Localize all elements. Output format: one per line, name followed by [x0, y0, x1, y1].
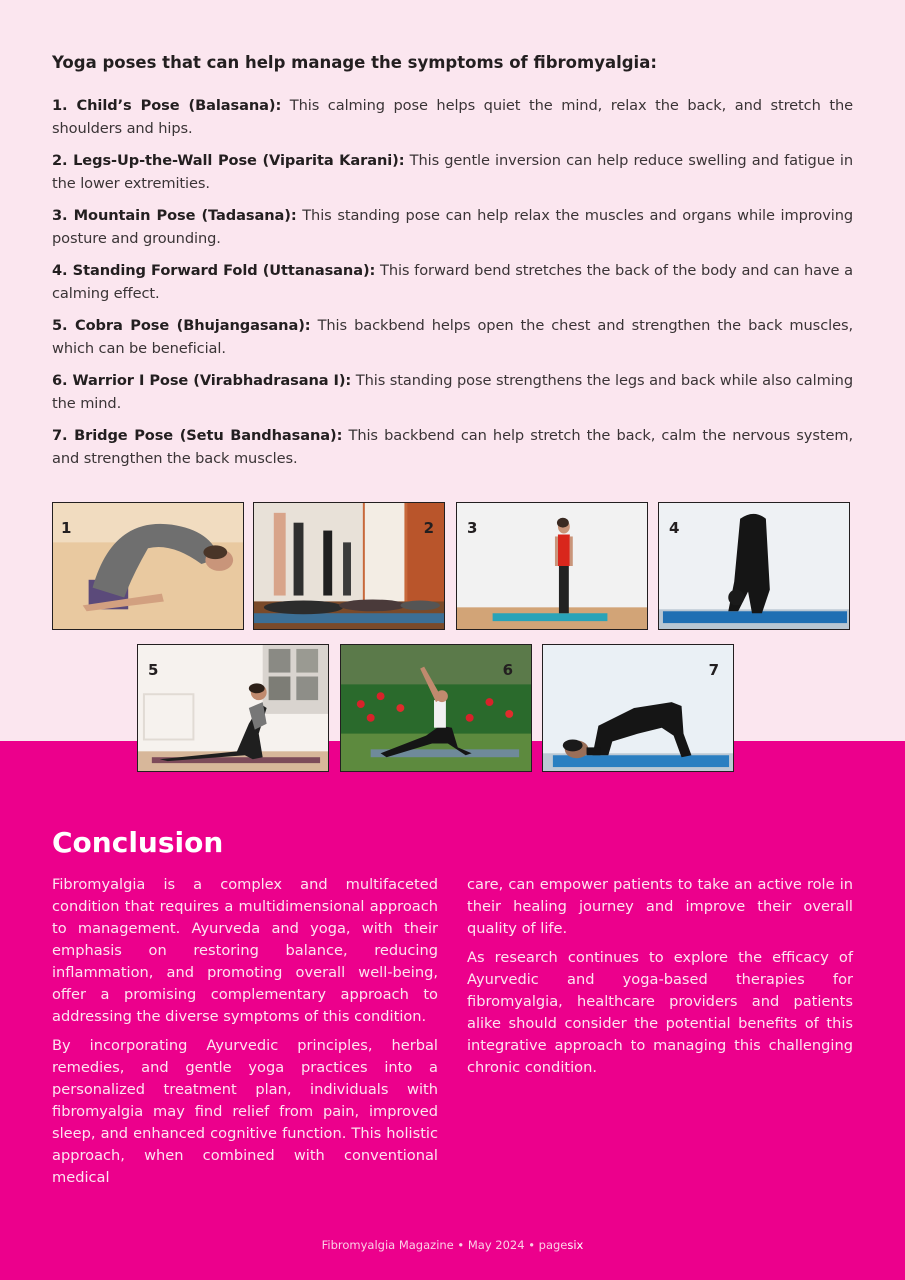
conclusion-paragraph: As research continues to explore the efficacy of Ayurvedic and yoga-based therapies for fibromyalgia, healthcare providers and patients alike should consider the potential benefits of this integrative approach to managing this challenging chronic condition. — [467, 949, 853, 1076]
pose-item-5 — [52, 314, 853, 360]
photo-number: 5 — [148, 661, 159, 679]
photo-number: 1 — [61, 519, 72, 537]
conclusion-paragraph: By incorporating Ayurvedic principles, herbal remedies, and gentle yoga practices into a personalized treatment plan, individuals with fibromyalgia may find relief from pain, improved sleep, and enhanced cognitive function. This holistic approach, when combined with conventional medical — [52, 1037, 438, 1186]
pose-item-4 — [52, 259, 853, 305]
photo-mountain-pose — [456, 502, 648, 630]
childs-pose-illustration — [53, 503, 243, 629]
photo-number: 7 — [708, 661, 719, 679]
photo-bridge-pose — [542, 644, 734, 772]
pose-name: 1. Child’s Pose (Balasana): — [52, 97, 282, 114]
pose-description: This standing pose can help relax the muscles and organs while improving posture and grounding. — [52, 207, 854, 247]
pose-description: This forward bend stretches the back of the body and can have a calming effect. — [52, 262, 853, 302]
bridge-pose-illustration — [543, 645, 733, 771]
pose-name: 7. Bridge Pose (Setu Bandhasana): — [52, 427, 343, 444]
pose-description: This backbend helps open the chest and strengthen the back muscles, which can be beneficial. — [52, 317, 853, 357]
conclusion-right-column — [467, 874, 853, 1086]
pose-name: 3. Mountain Pose (Tadasana): — [52, 207, 297, 224]
footer-text: Fibromyalgia Magazine • May 2024 • page — [321, 1238, 568, 1252]
mountain-pose-illustration — [457, 503, 647, 629]
pose-name: 2. Legs-Up-the-Wall Pose (Viparita Karani): — [52, 152, 405, 169]
forward-fold-illustration — [659, 503, 849, 629]
pose-name: 6. Warrior I Pose (Virabhadrasana I): — [52, 372, 352, 389]
photo-childs-pose — [52, 502, 244, 630]
page-footer — [0, 1238, 905, 1252]
pose-description: This gentle inversion can help reduce swelling and fatigue in the lower extremities. — [52, 152, 853, 192]
photo-number: 3 — [467, 519, 478, 537]
pose-description: This backbend can help stretch the back, calm the nervous system, and strengthen the back muscles. — [52, 427, 853, 467]
conclusion-paragraph: care, can empower patients to take an active role in their healing journey and improve their overall quality of life. — [467, 876, 853, 937]
pose-item-7 — [52, 424, 853, 470]
photo-number: 2 — [423, 519, 434, 537]
pose-name: 5. Cobra Pose (Bhujangasana): — [52, 317, 311, 334]
photo-warrior-pose — [340, 644, 532, 772]
photo-cobra-pose — [137, 644, 329, 772]
pose-item-2 — [52, 149, 853, 195]
pose-list — [52, 94, 853, 479]
yoga-poses-heading: Yoga poses that can help manage the symptoms of fibromyalgia: — [52, 53, 657, 72]
conclusion-title: Conclusion — [52, 826, 224, 859]
pose-description: This standing pose strengthens the legs and back while also calming the mind. — [52, 372, 853, 412]
conclusion-left-column — [52, 874, 438, 1196]
photo-legs-up-wall — [253, 502, 445, 630]
pose-item-1 — [52, 94, 853, 140]
photo-number: 6 — [502, 661, 513, 679]
pose-item-6 — [52, 369, 853, 415]
pose-item-3 — [52, 204, 853, 250]
pose-description: This calming pose helps quiet the mind, relax the back, and stretch the shoulders and hips. — [52, 97, 853, 137]
cobra-pose-illustration — [138, 645, 328, 771]
conclusion-paragraph: Fibromyalgia is a complex and multifaceted condition that requires a multidimensional approach to management. Ayurveda and yoga, with their emphasis on restoring balance, reducing inflammation, and promoting overall well-being, offer a promising complementary approach to addressing the diverse symptoms of this condition. — [52, 876, 438, 1025]
photo-number: 4 — [669, 519, 680, 537]
legs-up-wall-illustration — [254, 503, 444, 629]
pose-name: 4. Standing Forward Fold (Uttanasana): — [52, 262, 376, 279]
footer-page-number: six — [567, 1238, 584, 1252]
photo-forward-fold — [658, 502, 850, 630]
